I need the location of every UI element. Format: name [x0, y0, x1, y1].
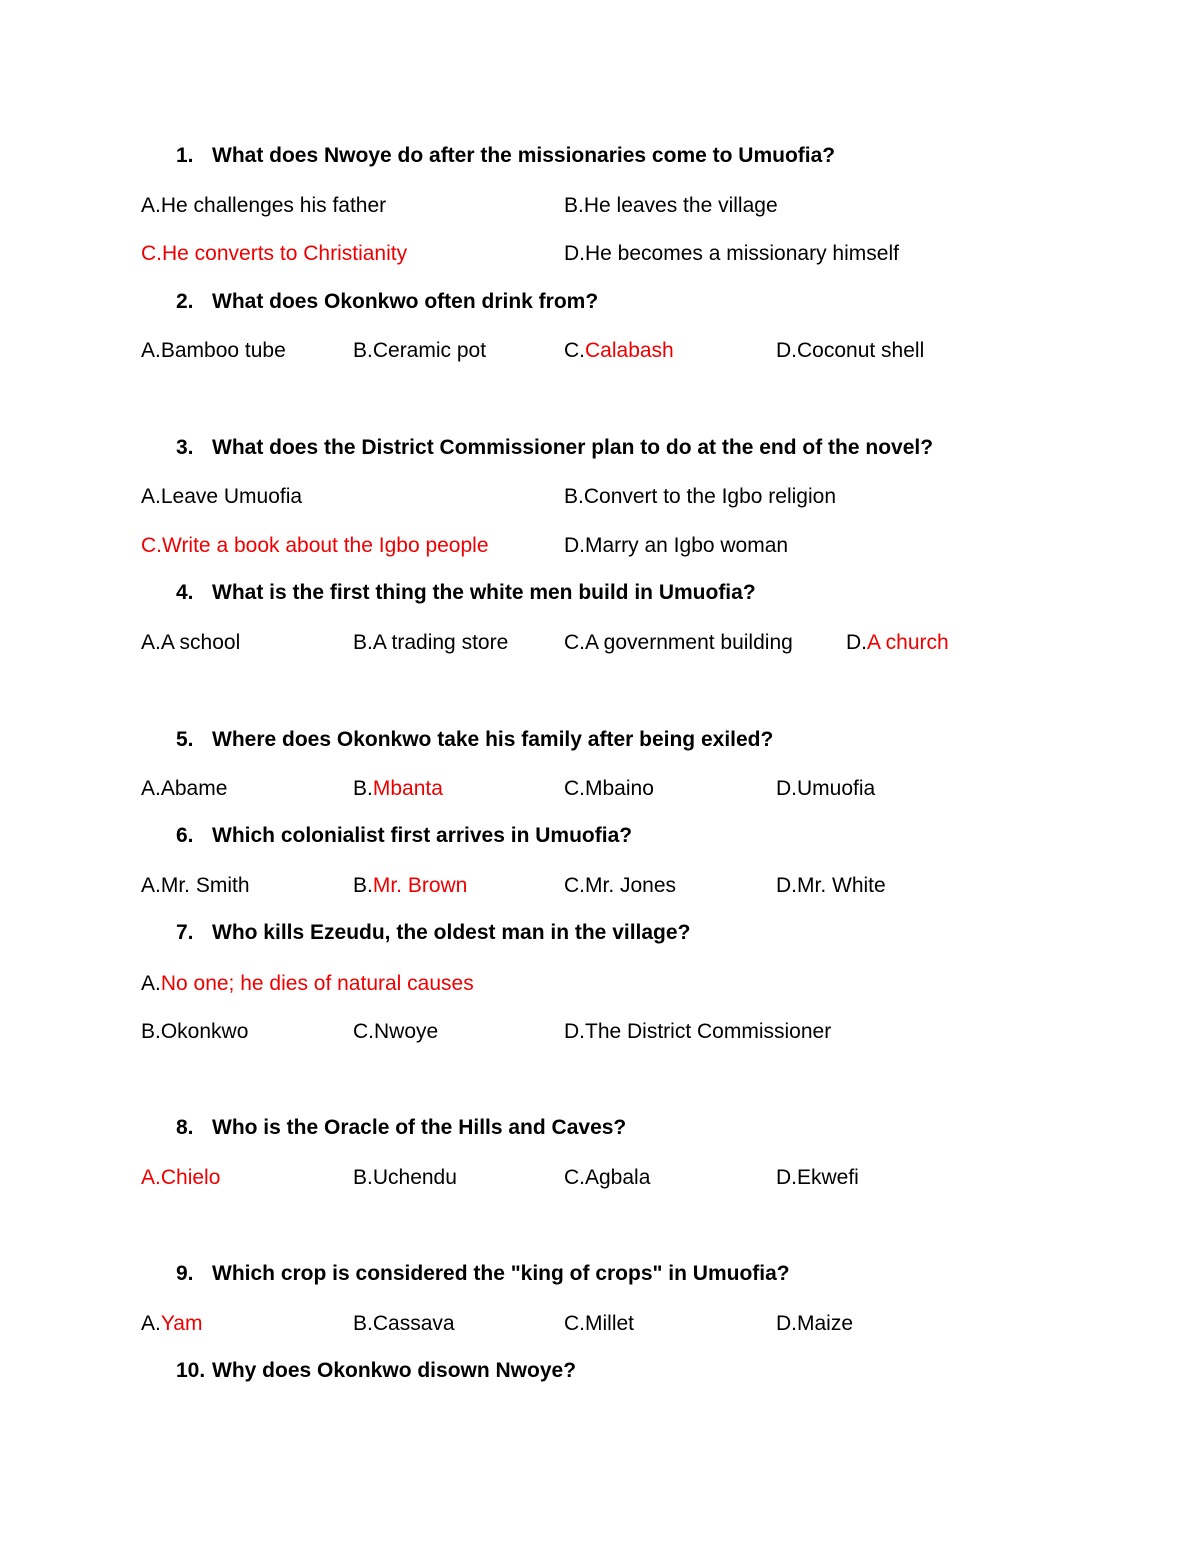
option-letter: C. [564, 631, 585, 654]
option-letter: C. [564, 777, 585, 800]
option-5a [141, 775, 227, 803]
option-letter: C. [141, 534, 162, 557]
question-4 [176, 579, 756, 607]
option-text: Okonkwo [160, 1020, 249, 1043]
option-6a [141, 872, 250, 900]
option-text: Leave Umuofia [160, 485, 303, 508]
option-8b [353, 1164, 457, 1192]
option-7b [141, 1018, 248, 1046]
option-text: Mr. Jones [585, 874, 677, 897]
question-number: 6. [176, 824, 194, 847]
question-number: 3. [176, 436, 194, 459]
option-letter: B. [353, 1312, 373, 1335]
option-text: Uchendu [372, 1166, 457, 1189]
option-8c [564, 1164, 650, 1192]
option-text: Ekwefi [797, 1166, 859, 1189]
option-text: Convert to the Igbo religion [583, 485, 836, 508]
option-text: Marry an Igbo woman [585, 534, 789, 557]
option-6d [776, 872, 886, 900]
option-4b [353, 629, 508, 657]
question-9 [176, 1260, 790, 1288]
question-10 [176, 1357, 576, 1385]
option-letter: A. [141, 1312, 161, 1335]
question-number: 5. [176, 728, 194, 751]
question-1 [176, 142, 835, 170]
option-letter: D. [564, 1020, 585, 1043]
option-text: Nwoye [374, 1020, 439, 1043]
option-text-correct: Mr. Brown [372, 874, 468, 897]
option-letter: B. [353, 777, 373, 800]
option-text-correct: No one; he dies of natural causes [160, 972, 474, 995]
option-6b [353, 872, 467, 900]
option-text: A government building [585, 631, 793, 654]
question-5 [176, 726, 773, 754]
option-letter: A. [141, 874, 161, 897]
option-letter: A. [141, 1166, 161, 1189]
option-letter: D. [776, 1312, 797, 1335]
option-8d [776, 1164, 859, 1192]
option-letter: C. [141, 242, 162, 265]
option-letter: B. [353, 874, 373, 897]
option-1b [564, 192, 778, 220]
question-text: Who is the Oracle of the Hills and Caves? [212, 1116, 627, 1139]
question-number: 1. [176, 144, 194, 167]
option-text: He challenges his father [160, 194, 387, 217]
option-3b [564, 483, 836, 511]
question-2 [176, 288, 598, 316]
option-5d [776, 775, 875, 803]
option-text: He becomes a missionary himself [585, 242, 899, 265]
option-9d [776, 1310, 853, 1338]
option-text: Mbaino [585, 777, 654, 800]
question-text: What does the District Commissioner plan to do at the end of the novel? [212, 436, 934, 459]
option-text: Millet [585, 1312, 635, 1335]
question-text: Where does Okonkwo take his family after being exiled? [212, 728, 774, 751]
question-7 [176, 919, 690, 947]
question-number: 8. [176, 1116, 194, 1139]
option-3a [141, 483, 302, 511]
option-text: Umuofia [797, 777, 876, 800]
option-text: Agbala [585, 1166, 651, 1189]
option-letter: C. [353, 1020, 374, 1043]
option-letter: A. [141, 777, 161, 800]
option-5b [353, 775, 443, 803]
option-letter: D. [776, 777, 797, 800]
option-text: The District Commissioner [585, 1020, 832, 1043]
option-letter: A. [141, 339, 161, 362]
option-letter: B. [353, 339, 373, 362]
option-6c [564, 872, 676, 900]
option-letter: A. [141, 972, 161, 995]
option-letter: A. [141, 631, 161, 654]
question-number: 7. [176, 921, 194, 944]
option-4d [846, 629, 949, 657]
option-text: Mr. White [797, 874, 886, 897]
option-7c [353, 1018, 438, 1046]
option-letter: D. [564, 534, 585, 557]
question-number: 2. [176, 290, 194, 313]
option-letter: D. [846, 631, 867, 654]
question-8 [176, 1114, 626, 1142]
option-2a [141, 337, 286, 365]
option-text-correct: A church [867, 631, 949, 654]
option-2d [776, 337, 924, 365]
question-text: Which crop is considered the "king of crops" in Umuofia? [212, 1262, 790, 1285]
option-text-correct: Yam [160, 1312, 203, 1335]
option-1a [141, 192, 386, 220]
option-text: He converts to Christianity [162, 242, 408, 265]
option-letter: B. [141, 1020, 161, 1043]
option-letter: A. [141, 194, 161, 217]
option-letter: B. [353, 631, 373, 654]
question-number: 10. [176, 1359, 206, 1382]
option-letter: B. [564, 485, 584, 508]
option-letter: D. [776, 339, 797, 362]
option-text: Cassava [372, 1312, 455, 1335]
option-3d [564, 532, 788, 560]
option-letter: B. [564, 194, 584, 217]
question-3 [176, 434, 933, 462]
option-letter: C. [564, 874, 585, 897]
option-1c-correct [141, 240, 407, 268]
option-text: Coconut shell [797, 339, 925, 362]
question-text: What does Okonkwo often drink from? [212, 290, 599, 313]
option-4a [141, 629, 240, 657]
option-text: He leaves the village [583, 194, 778, 217]
option-text: Mr. Smith [160, 874, 250, 897]
option-2c [564, 337, 674, 365]
question-text: What is the first thing the white men build in Umuofia? [212, 581, 756, 604]
option-letter: C. [564, 339, 585, 362]
option-letter: A. [141, 485, 161, 508]
option-letter: B. [353, 1166, 373, 1189]
option-text-correct: Write a book about the Igbo people [162, 534, 489, 557]
question-text: What does Nwoye do after the missionaries come to Umuofia? [212, 144, 836, 167]
option-letter: C. [564, 1166, 585, 1189]
option-text-correct: Calabash [585, 339, 674, 362]
question-text: Which colonialist first arrives in Umuofia? [212, 824, 633, 847]
option-5c [564, 775, 654, 803]
option-text: A school [160, 631, 241, 654]
question-number: 9. [176, 1262, 194, 1285]
option-9c [564, 1310, 634, 1338]
option-text: Bamboo tube [160, 339, 286, 362]
question-text: Who kills Ezeudu, the oldest man in the village? [212, 921, 691, 944]
option-7d [564, 1018, 831, 1046]
option-letter: D. [776, 874, 797, 897]
option-letter: C. [564, 1312, 585, 1335]
option-text: Abame [160, 777, 228, 800]
option-8a [141, 1164, 220, 1192]
option-text: A trading store [372, 631, 509, 654]
option-text-correct: Mbanta [372, 777, 443, 800]
option-1d [564, 240, 899, 268]
question-text: Why does Okonkwo disown Nwoye? [212, 1359, 577, 1382]
option-9a [141, 1310, 202, 1338]
question-6 [176, 822, 632, 850]
option-text-correct: Chielo [160, 1166, 221, 1189]
option-letter: D. [776, 1166, 797, 1189]
option-text: Ceramic pot [372, 339, 487, 362]
question-number: 4. [176, 581, 194, 604]
option-letter: D. [564, 242, 585, 265]
option-4c [564, 629, 793, 657]
option-9b [353, 1310, 455, 1338]
option-7a [141, 970, 474, 998]
option-2b [353, 337, 486, 365]
option-text: Maize [797, 1312, 854, 1335]
option-3c [141, 532, 489, 560]
